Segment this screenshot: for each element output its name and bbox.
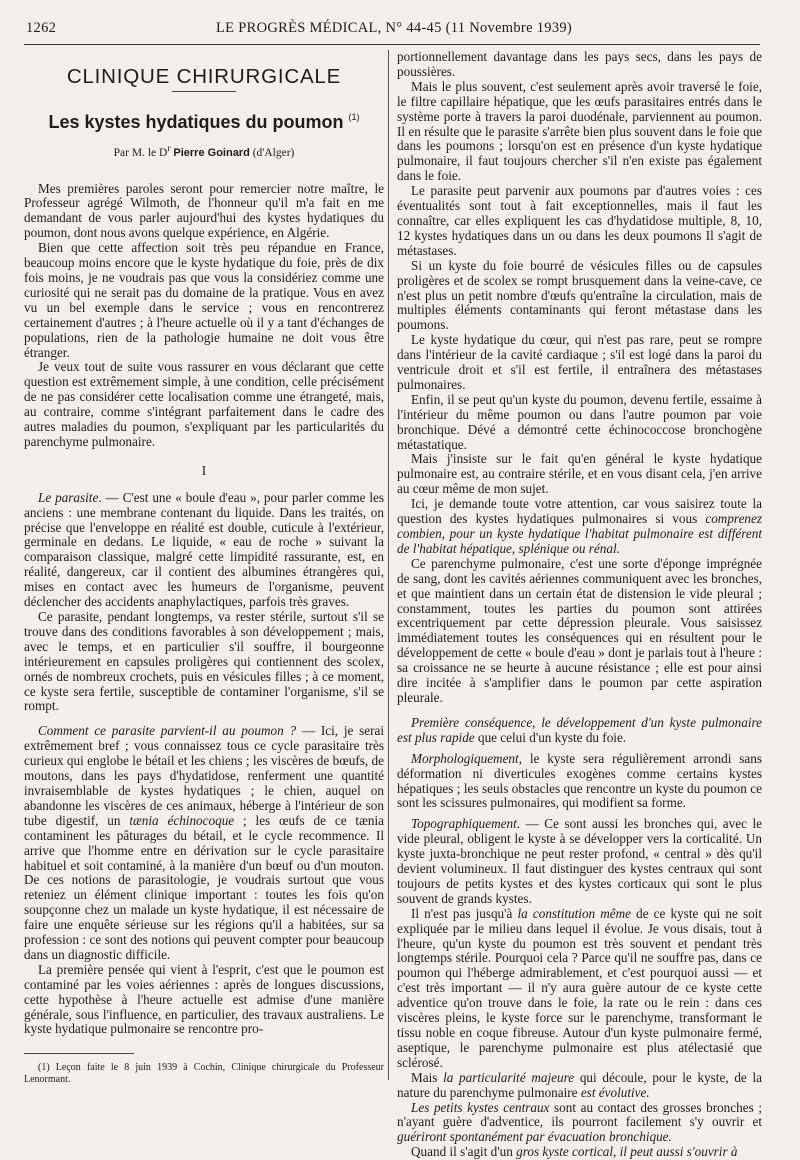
paragraph bbox=[397, 497, 762, 557]
paragraph-text: — Ici, je serai extrêmement bref ; vous connaissez tous ce cycle parasitaire très curieux qui englobe le bétail et les chiens ; les viscères de bœufs, de moutons, dans les pays d'hydatidose, renferment une quantité invraisemblable de kystes hydatiques ; le chien, auquel on abandonne les viscères de ces animaux, héberge à l'intérieur de son tube digestif, un bbox=[24, 723, 385, 828]
paragraph: Enfin, il se peut qu'un kyste du poumon, devenu fertile, essaime à l'intérieur du même poumon ou dans l'autre poumon par voie bronchique. Dévé a démontré cette échinococcose bronchogène métastatique. bbox=[397, 391, 762, 452]
paragraph: La première pensée qui vient à l'esprit, c'est que le poumon est contaminé par les voies aériennes : après de longues discussions, cette hypothèse à l'heure actuelle est admise d'une manière générale, sous l'influence, en particulier, des travaux australiens. Le kyste hydatique pulmonaire se rencontre pro- bbox=[24, 961, 384, 1037]
footnote: (1) Leçon faite le 8 juin 1939 à Cochin, Clinique chirurgicale du Professeur Lenormant. bbox=[24, 1062, 384, 1086]
paragraph-lead: Le parasite bbox=[38, 489, 99, 505]
paragraph-text: , le kyste sera régulièrement arrondi sans déformation ni diverticules exogènes comme certains kystes hépatiques ; les seuls obstacles que rencontre un kyste du poumon ce sont les scissures pulmonaires, qui modifient sa forme. bbox=[397, 750, 762, 811]
paragraph-text: Ici, je demande toute votre attention, car vous saisirez toute la question des kystes hydatiques pulmonaires si vous bbox=[397, 496, 762, 527]
page-number: 1262 bbox=[26, 20, 57, 36]
paragraph-italic: la particularité majeure bbox=[443, 1069, 575, 1085]
paragraph bbox=[24, 491, 384, 610]
paragraph-text: . — C'est une « boule d'eau », pour parler comme les anciens : une membrane contenant du liquide. Dans les traités, on précise que l'enveloppe en réalité est double, cuticule à l'extérieur, germinale en dedans. Le liquide, « eau de roche » suivant la comparaison classique, malgré cette limpidité rassurante, est, en réalité, dangereux, car il contient des albumines étrangères qui, mises en contact avec les humeurs de l'organisme, peuvent déclencher des accidents anaphylactiques, parfois très graves. bbox=[24, 489, 384, 610]
paragraph-italic: est évolutive. bbox=[580, 1084, 650, 1100]
paragraph: Mais le plus souvent, c'est seulement après avoir traversé le foie, le filtre capillaire hépatique, que les œufs parasitaires entrés dans le système porte à travers la paroi duodénale, parviennent au poumon. Il en résulte que le parasite s'arrête bien plus souvent dans le foie que dans les poumons ; lorsqu'on est en présence d'un kyste hydatique pulmonaire, il faut toujours chercher s'il n'en existe pas également dans le foie. bbox=[397, 78, 762, 184]
paragraph-text: qui découle, pour le kyste, de la nature du parenchyme pulmonaire bbox=[397, 1069, 762, 1100]
running-head bbox=[26, 20, 756, 42]
paragraph bbox=[397, 752, 762, 812]
paragraph: Ce parasite, pendant longtemps, va rester stérile, surtout s'il se trouve dans des conditions favorables à son développement ; mais, avec le temps, et en particulier s'il souffre, il bourgeonne intérieurement en capsules proligères qui contiennent des scolex, ornés de nombreux crochets, puis en vésicules filles ; à ce moment, ce kyste sera fertile, susceptible de contaminer l'organisme, s'il se rompt. bbox=[24, 609, 384, 714]
left-column bbox=[24, 50, 384, 1086]
paragraph-lead: Comment ce parasite parvient-il au poumon ? bbox=[38, 723, 297, 739]
byline-prefix: Par M. le D bbox=[113, 146, 168, 159]
journal-title: LE PROGRÈS MÉDICAL, N° 44-45 (11 Novembre 1939) bbox=[216, 20, 573, 36]
paragraph: Si un kyste du foie bourré de vésicules filles ou de capsules proligères et de scolex se rompt brusquement dans la veine-cave, ce n'est plus un petit nombre d'œufs qu'entraîne la circulation, mais de multiples éléments contaminants qui feront métastase dans les poumons. bbox=[397, 257, 762, 333]
paragraph: Le kyste hydatique du cœur, qui n'est pas rare, peut se rompre dans l'intérieur de la cavité cardiaque ; s'il est logé dans la paroi du ventricule droit et s'il est fertile, il entraînera des métastases pulmonaires. bbox=[397, 332, 762, 392]
paragraph-text: ; les œufs de ce tænia contaminent les pâturages du bétail, et le cycle recommence. Il arrive que l'homme entre en dérivation sur le cycle parasitaire habituel et soit contaminé, à la manière d'un bœuf ou d'un mouton. De ces notions de parasitologie, je voudrais surtout que vous reteniez un élément clinique important : toutes les fois qu'on soupçonne chez un malade un kyste hydatique, il est nécessaire de faire une enquête sérieuse sur les régions qu'il a habitées, sur sa profession : ce sont des notions qui peuvent compter pour beaucoup dans un diagnostic difficile. bbox=[24, 812, 384, 962]
title-footnote-mark: (1) bbox=[348, 111, 360, 122]
byline-sup: r bbox=[167, 142, 171, 154]
part-number: I bbox=[201, 462, 207, 478]
paragraph: portionnellement davantage dans les pays secs, dans les pays de poussières. bbox=[397, 49, 762, 79]
byline bbox=[24, 142, 384, 161]
paragraph bbox=[397, 817, 762, 906]
paragraph bbox=[397, 1071, 762, 1101]
right-column bbox=[397, 50, 762, 1160]
paragraph-italic: guériront spontanément par évacuation bronchique. bbox=[397, 1129, 672, 1145]
paragraph-lead: Morphologiquement bbox=[411, 750, 519, 766]
paragraph: Ce parenchyme pulmonaire, c'est une sorte d'éponge imprégnée de sang, dont les cavités aériennes communiquent avec les bronches, et que maintient dans un certain état de distension le vide pleural ; constamment, toutes les parties du poumon sont attirées excentriquement par cette dépression pleurale. Vous saisissez immédiatement toutes les conséquences qui en résultent pour le développement de cette « boule d'eau » dont je parlais tout à l'heure : sa croissance ne se heurte à aucune résistance ; elle est pour ainsi dire incitée à s'amplifier dans le poumon par cette aspiration pleurale. bbox=[397, 555, 762, 705]
article-title-text: Les kystes hydatiques du poumon bbox=[48, 111, 344, 132]
paragraph-text: Mais bbox=[411, 1069, 444, 1085]
paragraph-lead: Topographiquement bbox=[411, 816, 517, 832]
paragraph bbox=[397, 716, 762, 746]
paragraph-text: de ce kyste qui ne soit expliquée par le milieu dans lequel il évolue. Je vous disais, tout à l'heure, qu'un kyste du poumon est très souvent et pendant très longtemps stérile. Pourquoi cela ? Parce qu'il ne souffre pas, dans ce poumon qui l'héberge admirablement, et c'est pourquoi aussi — et c'est très important — il n'y aura guère autour de ce kyste cette adventice qu'on trouve dans le foie, la rate ou le rein : dans ces viscères pleins, le kyste force sur le parenchyme, transformant le tissu noble en coque fibreuse. Autour d'un kyste pulmonaire fermé, aseptique, le parenchyme pulmonaire est plus atélectasié que sclérosé. bbox=[397, 905, 763, 1070]
author-name: Pierre Goinard bbox=[173, 146, 250, 159]
paragraph-italic: Première conséquence, le développement d'un kyste pulmonaire est plus rapide bbox=[397, 714, 762, 745]
paragraph bbox=[397, 1145, 762, 1160]
article-title bbox=[24, 110, 384, 130]
paragraph-text: sont au contact des grosses bronches ; n'ayant guère d'adventice, ils pourront facilement s'y ouvrir et bbox=[397, 1099, 762, 1130]
paragraph: Le parasite peut parvenir aux poumons par d'autres voies : ces éventualités sont tout à fait exceptionnelles, mais il faut les connaître, car elles expliquent les cas d'hydatidose multiple, 8, 10, 12 kystes hydatiques dans un ou dans les deux poumons Il s'agit de métastases. bbox=[397, 183, 762, 258]
paragraph: Mes premières paroles seront pour remercier notre maître, le Professeur agrégé Wilmoth, de l'honneur qu'il m'a fait en me demandant de vous parler aujourd'hui des kystes hydatiques du poumon, dont nous avons quelque expérience, en Algérie. bbox=[24, 180, 384, 241]
paragraph-text: Il n'est pas jusqu'à bbox=[411, 905, 518, 921]
paragraph bbox=[397, 907, 762, 1071]
paragraph: Bien que cette affection soit très peu répandue en France, beaucoup moins encore que le kyste hydatique du foie, près de dix fois moins, je ne voudrais pas que vous la considériez comme une curiosité qui ne serait pas du domaine de la pratique. Vous en avez vu un bel exemple dans le service ; vous en rencontrerez certainement d'autres ; à l'heure actuelle où il y a tant d'échanges de populations, rien de la pathologie humaine ne doit vous être étranger. bbox=[24, 240, 384, 360]
footnote-rule bbox=[24, 1053, 134, 1054]
paragraph-italic: comprenez combien, pour un kyste hydatique l'habitat pulmonaire est différent de l'habitat hépatique, splénique ou rénal. bbox=[397, 511, 762, 556]
section-rule bbox=[172, 91, 236, 92]
paragraph-italic: la constitution même bbox=[517, 905, 632, 921]
section-heading: CLINIQUE CHIRURGICALE bbox=[66, 65, 342, 88]
header-rule bbox=[24, 44, 760, 45]
column-divider bbox=[388, 50, 389, 1080]
paragraph-italic: tænia échinocoque bbox=[129, 812, 235, 828]
paragraph bbox=[397, 1101, 762, 1146]
paragraph-text: Quand il s'agit d'un bbox=[411, 1144, 517, 1160]
paragraph-italic: gros kyste cortical, il peut aussi s'ouvrir à bbox=[516, 1144, 738, 1160]
paragraph-text: que celui d'un kyste du foie. bbox=[474, 729, 627, 745]
paragraph-italic: Les petits kystes centraux bbox=[411, 1099, 550, 1115]
paragraph: Je veux tout de suite vous rassurer en vous déclarant que cette question est extrêmement simple, à une condition, celle précisément de ne pas considérer cette localisation comme une étrangeté, mais, au contraire, comme s'intégrant parfaitement dans le cadre des autres maladies du poumon, s'expliquant par les particularités du parenchyme pulmonaire. bbox=[24, 359, 384, 449]
paragraph-text: . — Ce sont aussi les bronches qui, avec le vide pleural, obligent le kyste à se développer vers la corticalité. Un kyste juxta-bronchique ne peut rester profond, « central » dès qu'il devient volumineux. Il faut distinguer des kystes centraux qui sont toujours de petits kystes et des kystes corticaux qui sont le plus souvent de grands kystes. bbox=[397, 816, 762, 906]
author-affiliation: (d'Alger) bbox=[252, 146, 295, 159]
paragraph bbox=[24, 724, 384, 963]
paragraph: Mais j'insiste sur le fait qu'en général le kyste hydatique pulmonaire est, au contraire stérile, et en vous disant cela, j'en arrive au cœur même de mon sujet. bbox=[397, 451, 762, 497]
